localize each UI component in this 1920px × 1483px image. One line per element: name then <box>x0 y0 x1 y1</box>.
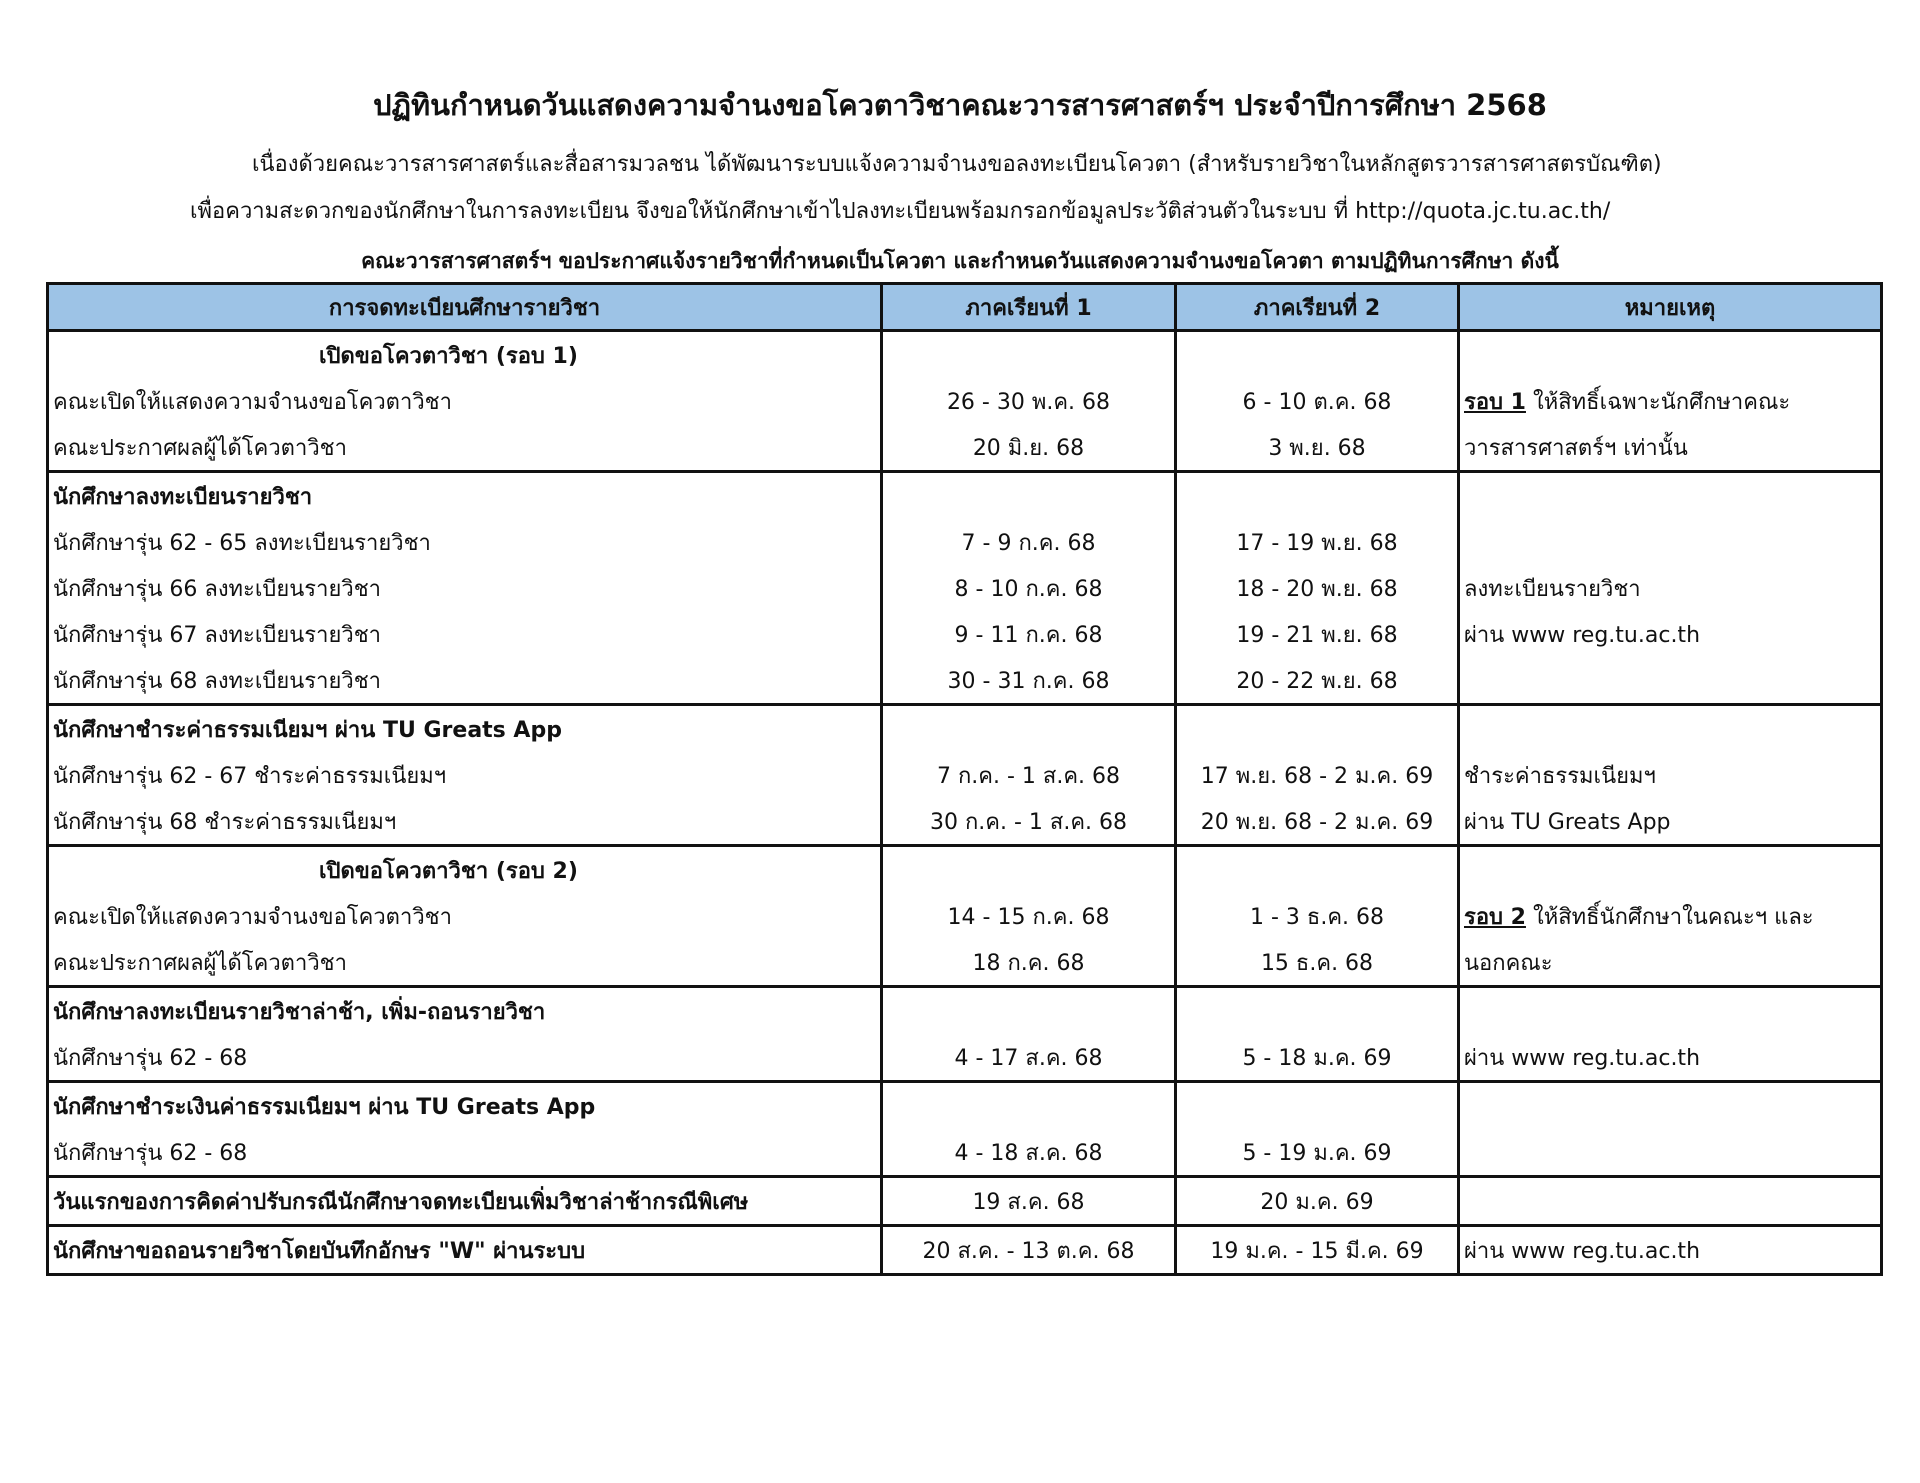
semester-1-cell: 30 - 31 ก.ค. 68 <box>882 657 1176 705</box>
table-row <box>48 893 1882 939</box>
semester-2-cell: 6 - 10 ต.ค. 68 <box>1176 378 1459 424</box>
intro-line-2: เพื่อความสะดวกของนักศึกษาในการลงทะเบียน จึงขอให้นักศึกษาเข้าไปลงทะเบียนพร้อมกรอกข้อมูลประวัติส่วนตัวในระบบ ที่ http://quota.jc.tu.ac.th/ <box>190 199 1611 224</box>
semester-1-cell <box>882 472 1176 520</box>
semester-2-cell: 20 - 22 พ.ย. 68 <box>1176 657 1459 705</box>
table-row <box>48 1177 1882 1226</box>
semester-2-cell: 19 ม.ค. - 15 มี.ค. 69 <box>1176 1226 1459 1275</box>
remark-cell: ลงทะเบียนรายวิชา <box>1459 565 1882 611</box>
remark-cell <box>1459 893 1882 939</box>
semester-1-cell: 7 ก.ค. - 1 ส.ค. 68 <box>882 752 1176 798</box>
semester-2-cell: 18 - 20 พ.ย. 68 <box>1176 565 1459 611</box>
group-heading: เปิดขอโควตาวิชา (รอบ 1) <box>48 331 882 379</box>
round-2-label: รอบ 2 <box>1464 904 1526 930</box>
semester-1-cell <box>882 846 1176 894</box>
table-header-row <box>48 284 1882 331</box>
item-cell: นักศึกษารุ่น 68 ลงทะเบียนรายวิชา <box>48 657 882 705</box>
table-row <box>48 1034 1882 1082</box>
semester-2-cell <box>1176 331 1459 379</box>
table-row <box>48 705 1882 753</box>
group-heading: นักศึกษาชำระค่าธรรมเนียมฯ ผ่าน TU Greats App <box>48 705 882 753</box>
table-row <box>48 519 1882 565</box>
group-heading: วันแรกของการคิดค่าปรับกรณีนักศึกษาจดทะเบียนเพิ่มวิชาล่าช้ากรณีพิเศษ <box>48 1177 882 1226</box>
group-heading: นักศึกษาชำระเงินค่าธรรมเนียมฯ ผ่าน TU Greats App <box>48 1082 882 1130</box>
semester-2-cell: 5 - 19 ม.ค. 69 <box>1176 1129 1459 1177</box>
table-row <box>48 798 1882 846</box>
semester-1-cell: 20 มิ.ย. 68 <box>882 424 1176 472</box>
announcement-line: คณะวารสารศาสตร์ฯ ขอประกาศแจ้งรายวิชาที่กำหนดเป็นโควตา และกำหนดวันแสดงความจำนงขอโควตา ตามปฏิทินการศึกษา ดังนี้ <box>361 249 1559 273</box>
remark-text: ให้สิทธิ์นักศึกษาในคณะฯ และ <box>1525 904 1814 930</box>
remark-cell <box>1459 519 1882 565</box>
semester-2-cell <box>1176 472 1459 520</box>
column-header-semester-1: ภาคเรียนที่ 1 <box>882 284 1176 331</box>
semester-2-cell: 15 ธ.ค. 68 <box>1176 939 1459 987</box>
remark-cell <box>1459 1082 1882 1130</box>
page-title: ปฏิทินกำหนดวันแสดงความจำนงขอโควตาวิชาคณะวารสารศาสตร์ฯ ประจำปีการศึกษา 2568 <box>373 88 1547 122</box>
remark-cell: ผ่าน www reg.tu.ac.th <box>1459 1226 1882 1275</box>
semester-1-cell <box>882 331 1176 379</box>
remark-cell <box>1459 846 1882 894</box>
semester-2-cell: 1 - 3 ธ.ค. 68 <box>1176 893 1459 939</box>
semester-1-cell: 7 - 9 ก.ค. 68 <box>882 519 1176 565</box>
semester-2-cell <box>1176 705 1459 753</box>
semester-2-cell: 17 พ.ย. 68 - 2 ม.ค. 69 <box>1176 752 1459 798</box>
remark-cell <box>1459 472 1882 520</box>
remark-cell <box>1459 378 1882 424</box>
table-row <box>48 331 1882 379</box>
semester-1-cell: 9 - 11 ก.ค. 68 <box>882 611 1176 657</box>
column-header-semester-2: ภาคเรียนที่ 2 <box>1176 284 1459 331</box>
remark-cell <box>1459 705 1882 753</box>
semester-2-cell: 19 - 21 พ.ย. 68 <box>1176 611 1459 657</box>
remark-text: ให้สิทธิ์เฉพาะนักศึกษาคณะ <box>1525 389 1791 415</box>
semester-2-cell: 3 พ.ย. 68 <box>1176 424 1459 472</box>
semester-2-cell: 17 - 19 พ.ย. 68 <box>1176 519 1459 565</box>
item-cell: นักศึกษารุ่น 62 - 67 ชำระค่าธรรมเนียมฯ <box>48 752 882 798</box>
semester-2-cell: 20 พ.ย. 68 - 2 ม.ค. 69 <box>1176 798 1459 846</box>
item-cell: นักศึกษารุ่น 62 - 68 <box>48 1129 882 1177</box>
table-row <box>48 565 1882 611</box>
table-row <box>48 987 1882 1035</box>
item-cell: นักศึกษารุ่น 62 - 68 <box>48 1034 882 1082</box>
group-heading: นักศึกษาลงทะเบียนรายวิชาล่าช้า, เพิ่ม-ถอนรายวิชา <box>48 987 882 1035</box>
schedule-table <box>46 282 1883 1276</box>
item-cell: คณะเปิดให้แสดงความจำนงขอโควตาวิชา <box>48 378 882 424</box>
column-header-remark: หมายเหตุ <box>1459 284 1882 331</box>
semester-2-cell <box>1176 846 1459 894</box>
table-row <box>48 1226 1882 1275</box>
column-header-registration: การจดทะเบียนศึกษารายวิชา <box>48 284 882 331</box>
semester-1-cell: 8 - 10 ก.ค. 68 <box>882 565 1176 611</box>
item-cell: นักศึกษารุ่น 68 ชำระค่าธรรมเนียมฯ <box>48 798 882 846</box>
semester-2-cell: 5 - 18 ม.ค. 69 <box>1176 1034 1459 1082</box>
semester-1-cell: 19 ส.ค. 68 <box>882 1177 1176 1226</box>
remark-cell: วารสารศาสตร์ฯ เท่านั้น <box>1459 424 1882 472</box>
item-cell: นักศึกษารุ่น 66 ลงทะเบียนรายวิชา <box>48 565 882 611</box>
item-cell: นักศึกษารุ่น 67 ลงทะเบียนรายวิชา <box>48 611 882 657</box>
semester-1-cell <box>882 1082 1176 1130</box>
remark-cell <box>1459 1177 1882 1226</box>
table-row <box>48 846 1882 894</box>
semester-2-cell <box>1176 987 1459 1035</box>
table-row <box>48 1082 1882 1130</box>
semester-1-cell: 14 - 15 ก.ค. 68 <box>882 893 1176 939</box>
semester-1-cell: 30 ก.ค. - 1 ส.ค. 68 <box>882 798 1176 846</box>
group-heading: นักศึกษาลงทะเบียนรายวิชา <box>48 472 882 520</box>
semester-1-cell: 26 - 30 พ.ค. 68 <box>882 378 1176 424</box>
table-row <box>48 378 1882 424</box>
table-row <box>48 424 1882 472</box>
table-row <box>48 939 1882 987</box>
round-1-label: รอบ 1 <box>1464 389 1526 415</box>
semester-1-cell: 4 - 18 ส.ค. 68 <box>882 1129 1176 1177</box>
item-cell: คณะประกาศผลผู้ได้โควตาวิชา <box>48 424 882 472</box>
intro-line-1: เนื่องด้วยคณะวารสารศาสตร์และสื่อสารมวลชน ได้พัฒนาระบบแจ้งความจำนงขอลงทะเบียนโควตา (สำหรับรายวิชาในหลักสูตรวารสารศาสตรบัณฑิต) <box>252 152 1662 177</box>
table-row <box>48 1129 1882 1177</box>
remark-cell <box>1459 987 1882 1035</box>
semester-1-cell: 20 ส.ค. - 13 ต.ค. 68 <box>882 1226 1176 1275</box>
table-row <box>48 472 1882 520</box>
item-cell: คณะประกาศผลผู้ได้โควตาวิชา <box>48 939 882 987</box>
group-heading: นักศึกษาขอถอนรายวิชาโดยบันทึกอักษร "W" ผ่านระบบ <box>48 1226 882 1275</box>
remark-cell <box>1459 657 1882 705</box>
remark-cell: ผ่าน TU Greats App <box>1459 798 1882 846</box>
remark-cell: นอกคณะ <box>1459 939 1882 987</box>
remark-cell <box>1459 331 1882 379</box>
semester-1-cell <box>882 987 1176 1035</box>
group-heading: เปิดขอโควตาวิชา (รอบ 2) <box>48 846 882 894</box>
table-row <box>48 657 1882 705</box>
table-row <box>48 752 1882 798</box>
remark-cell: ชำระค่าธรรมเนียมฯ <box>1459 752 1882 798</box>
semester-2-cell <box>1176 1082 1459 1130</box>
item-cell: นักศึกษารุ่น 62 - 65 ลงทะเบียนรายวิชา <box>48 519 882 565</box>
remark-cell: ผ่าน www reg.tu.ac.th <box>1459 611 1882 657</box>
table-row <box>48 611 1882 657</box>
semester-1-cell: 4 - 17 ส.ค. 68 <box>882 1034 1176 1082</box>
semester-1-cell: 18 ก.ค. 68 <box>882 939 1176 987</box>
remark-cell <box>1459 1129 1882 1177</box>
semester-2-cell: 20 ม.ค. 69 <box>1176 1177 1459 1226</box>
item-cell: คณะเปิดให้แสดงความจำนงขอโควตาวิชา <box>48 893 882 939</box>
semester-1-cell <box>882 705 1176 753</box>
remark-cell: ผ่าน www reg.tu.ac.th <box>1459 1034 1882 1082</box>
